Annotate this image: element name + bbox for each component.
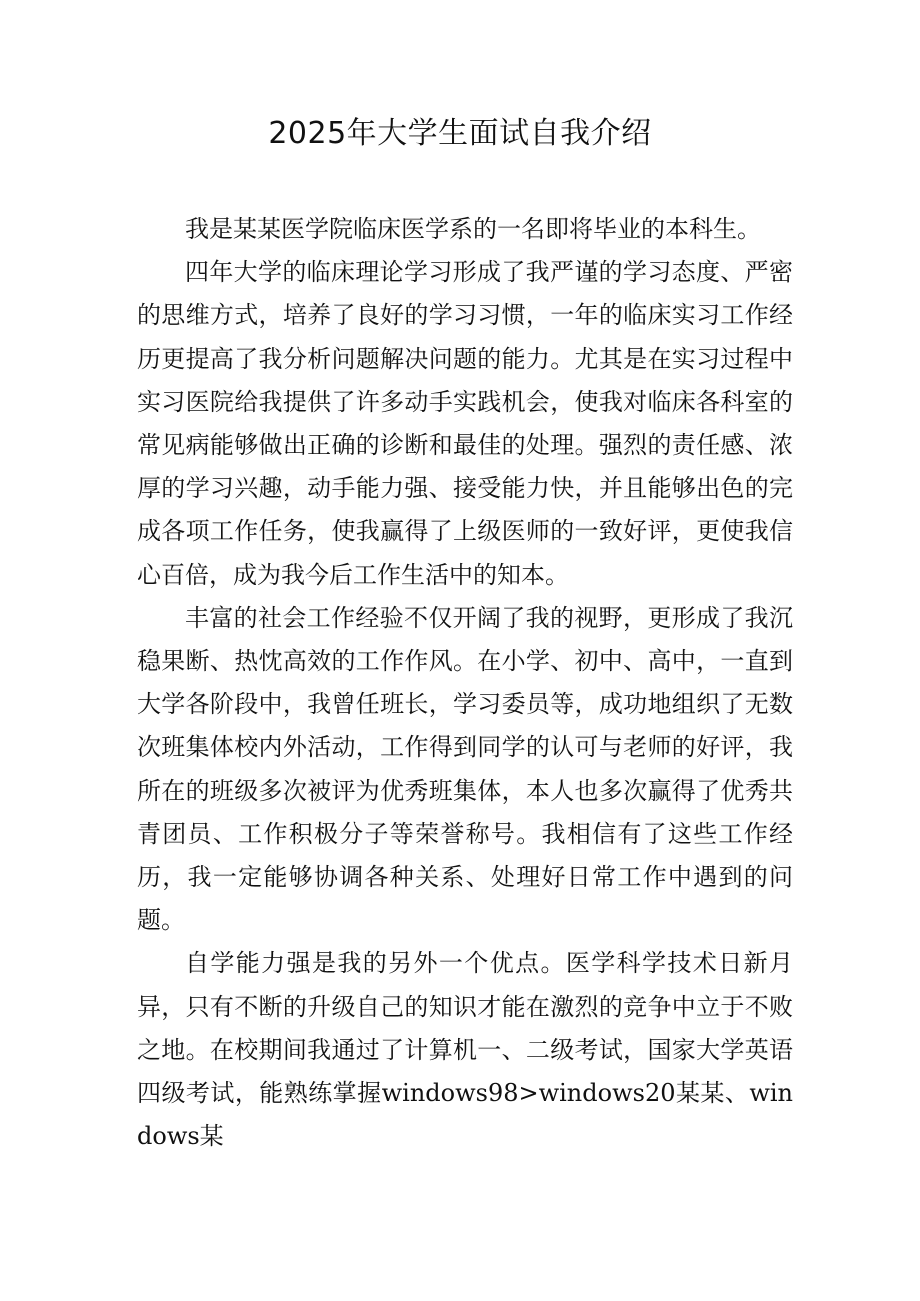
document-title: 2025年大学生面试自我介绍 (268, 116, 652, 151)
paragraph-clinical-study: 四年大学的临床理论学习形成了我严谨的学习态度、严密的思维方式，培养了良好的学习习惯，一年的临床实习工作经历更提高了我分析问题解决问题的能力。尤其是在实习过程中实习医院给我提供了许多动手实践机会，使我对临床各科室的常见病能够做出正确的诊断和最佳的处理。强烈的责任感、浓厚的学习兴趣，动手能力强、接受能力快，并且能够出色的完成各项工作任务，使我赢得了上级医师的一致好评，更使我信心百倍，成为我今后工作生活中的知本。 (137, 258, 793, 589)
document-body (137, 208, 793, 1158)
paragraph-self-learning: 自学能力强是我的另外一个优点。医学科学技术日新月异，只有不断的升级自己的知识才能在激烈的竞争中立于不败之地。在校期间我通过了计算机一、二级考试，国家大学英语四级考试，能熟练掌握windows98>windows20某某、windows某 (137, 949, 793, 1151)
paragraph-social-work: 丰富的社会工作经验不仅开阔了我的视野，更形成了我沉稳果断、热忱高效的工作作风。在小学、初中、高中，一直到大学各阶段中，我曾任班长，学习委员等，成功地组织了无数次班集体校内外活动，工作得到同学的认可与老师的好评，我所在的班级多次被评为优秀班集体，本人也多次赢得了优秀共青团员、工作积极分子等荣誉称号。我相信有了这些工作经历，我一定能够协调各种关系、处理好日常工作中遇到的问题。 (137, 603, 793, 935)
paragraph-intro: 我是某某医学院临床医学系的一名即将毕业的本科生。 (185, 215, 761, 243)
